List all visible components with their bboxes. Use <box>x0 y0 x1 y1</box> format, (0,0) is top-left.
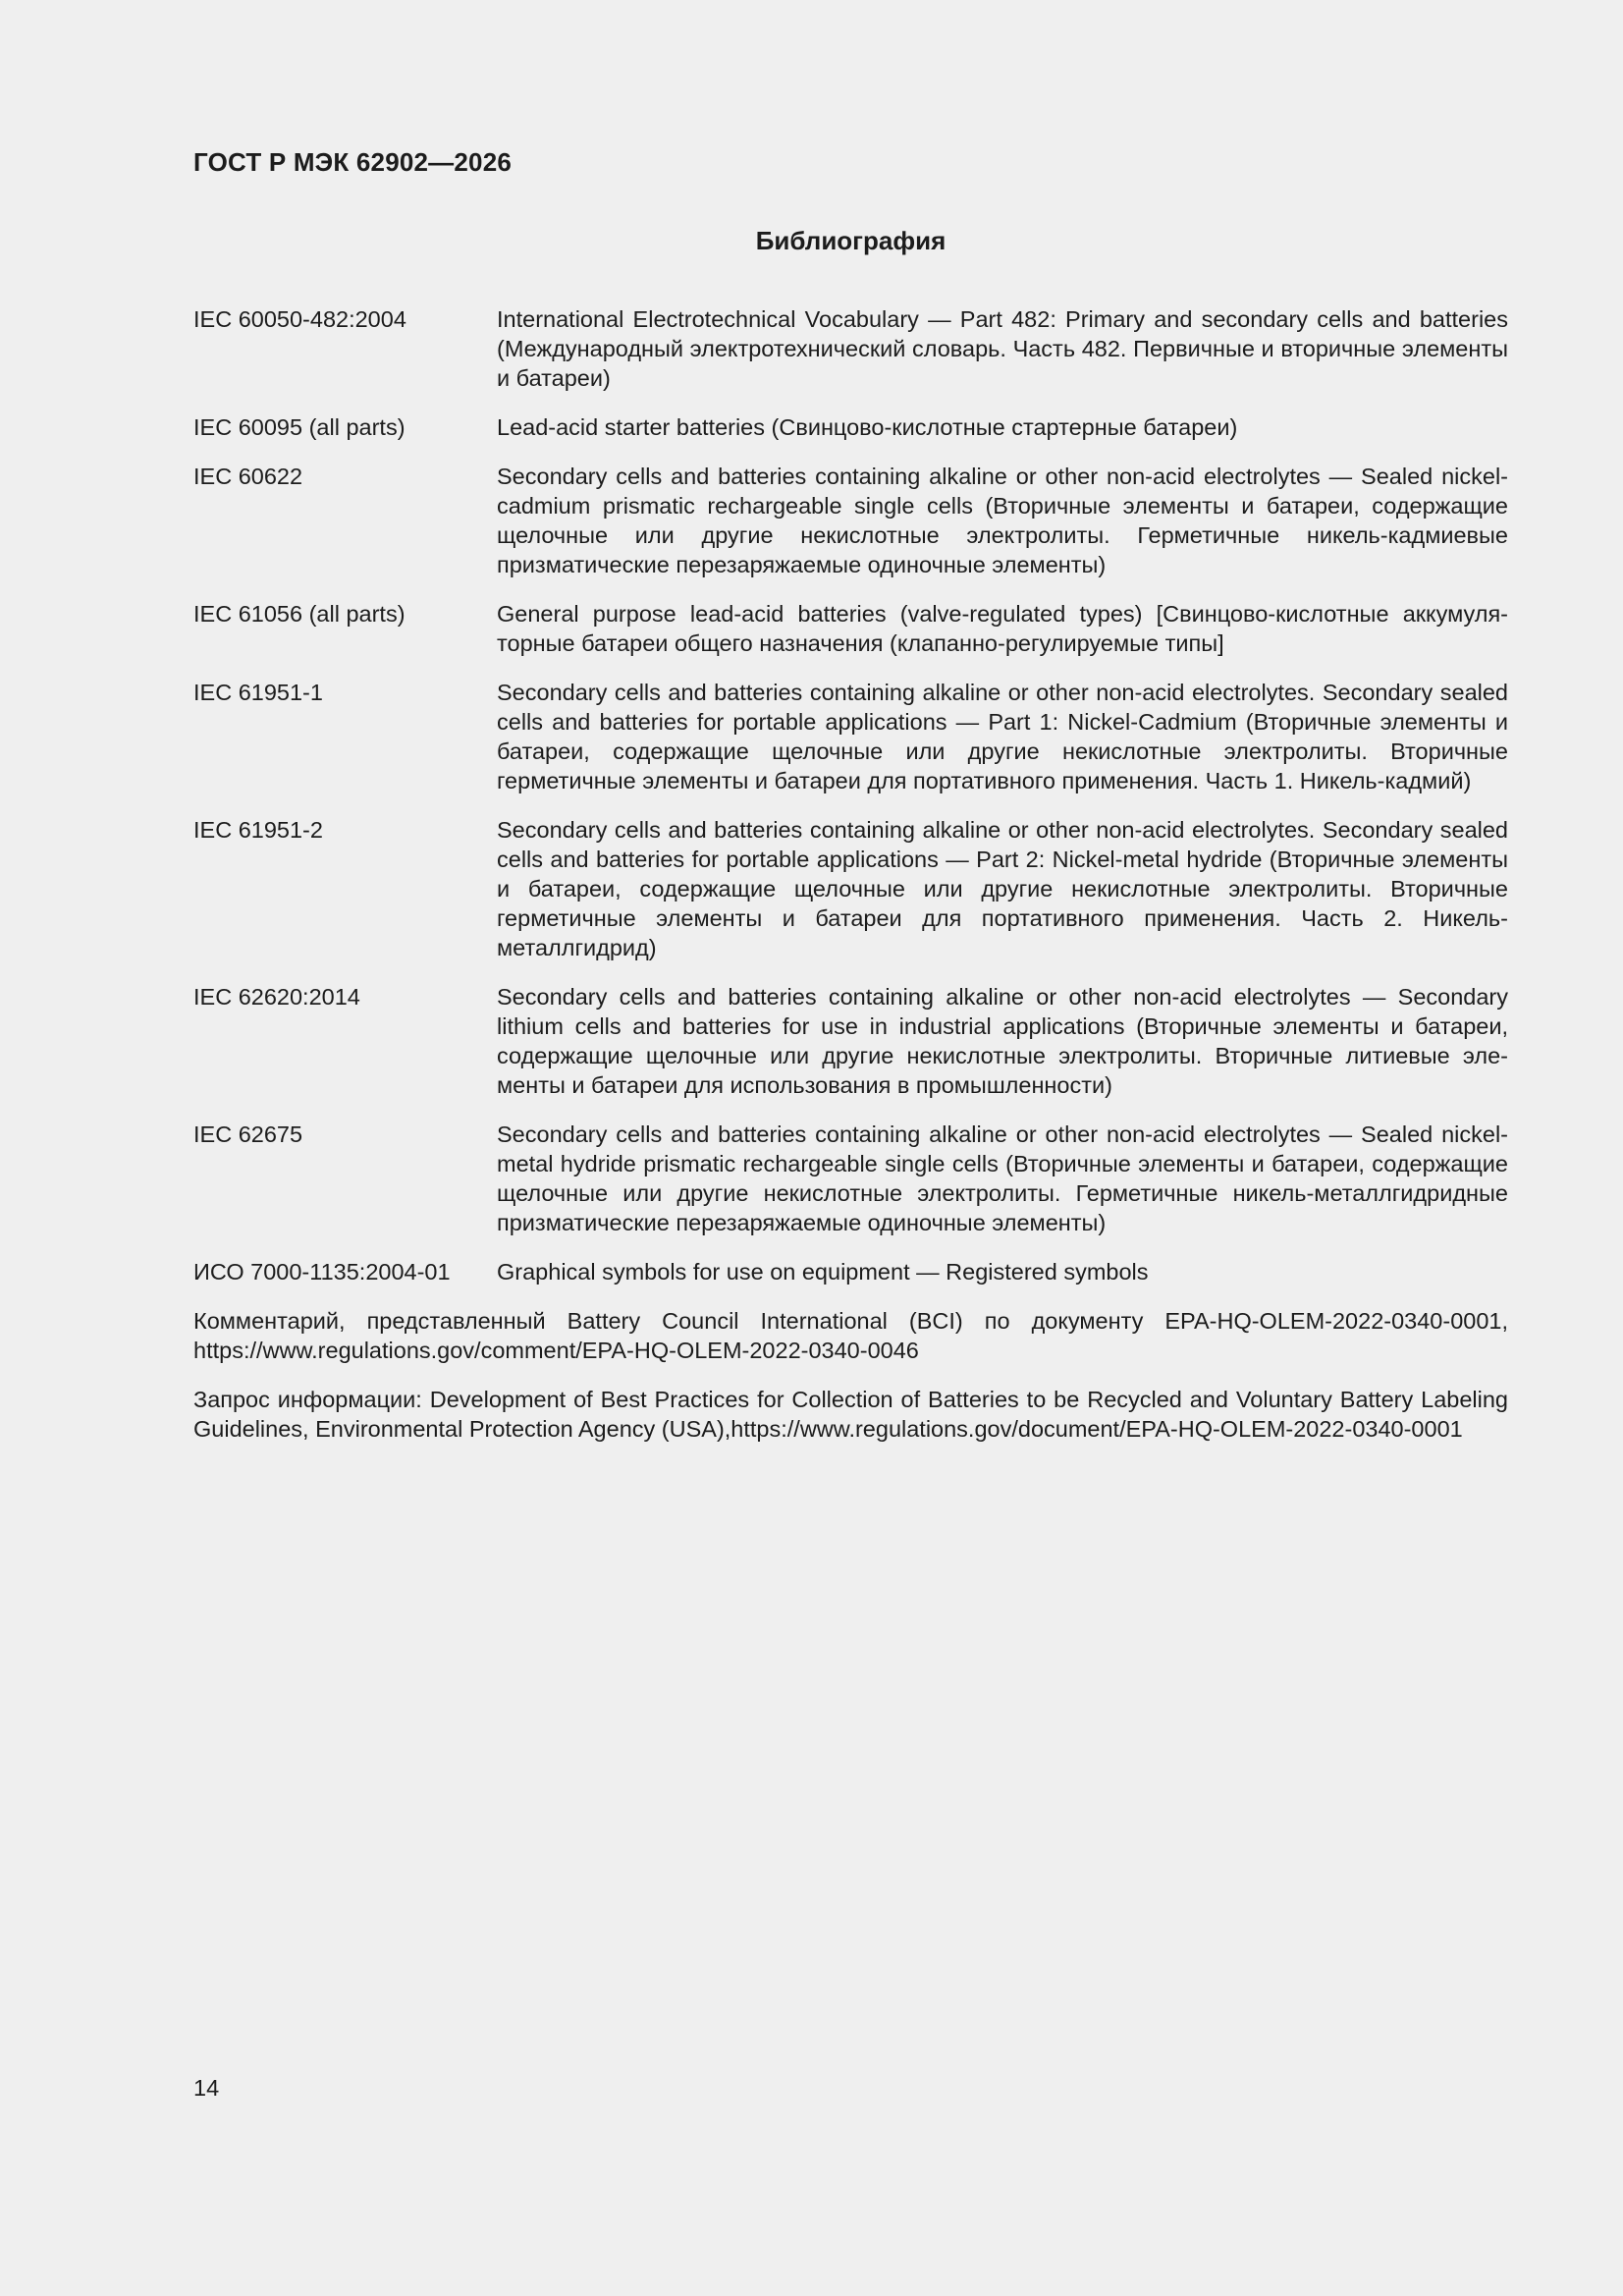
reference-id: IEC 60095 (all parts) <box>193 414 406 440</box>
reference-id: IEC 61951-1 <box>193 680 323 705</box>
bibliography-entry <box>193 1120 1508 1237</box>
bibliography-list <box>193 304 1508 1463</box>
section-title: Библиография <box>755 226 947 255</box>
reference-id: IEC 60050-482:2004 <box>193 306 406 332</box>
bibliography-entry <box>193 304 1508 393</box>
reference-title: Secondary cells and batteries containing alkaline or other non-acid electrolytes — Sealed nickel-metal hydride prismatic rechargeable single cells (Вторичные элементы и батареи, содержащие щелочные или другие некислотные электролиты. Герметичные никель-металлгидридные призматические перезаряжаемые одиночные элементы) <box>497 1121 1508 1235</box>
bibliography-entry <box>193 815 1508 962</box>
bibliography-entry <box>193 678 1508 795</box>
reference-title: Secondary cells and batteries containing alkaline or other non-acid electrolytes — Secondary lithium cells and batteries for use in industrial applications (Вторичные элементы и батареи, содержащие щелочные или другие некислотные электролиты. Вторичные литиевые элементы и батареи для использования в промышленности) <box>497 984 1508 1098</box>
reference-id: IEC 62675 <box>193 1121 303 1147</box>
reference-id: IEC 62620:2014 <box>193 984 360 1010</box>
reference-title: International Electrotechnical Vocabulary — Part 482: Primary and secondary cells and batteries (Международный электротехнический словарь. Часть 482. Первичные и вторичные элементы и батареи) <box>497 306 1508 391</box>
bibliography-entry <box>193 599 1508 658</box>
reference-title: Secondary cells and batteries containing alkaline or other non-acid electrolytes. Secondary sealed cells and batteries for portable applications — Part 2: Nickel-metal hydride (Вторичные элементы и батареи, содержащие щелочные или другие некислотные электролиты. Вторичные герметичные элементы и батареи для портативного применения. Часть 2. Никель-металлгидрид) <box>497 817 1508 960</box>
standard-header: ГОСТ Р МЭК 62902—2026 <box>193 147 513 177</box>
bibliography-entry <box>193 412 1508 442</box>
reference-title: General purpose lead-acid batteries (valve-regulated types) [Свинцово-кислотные аккумуляторные батареи общего назначения (клапанно-регулируемые типы] <box>497 601 1508 656</box>
bibliography-note: Запрос информации: Development of Best Practices for Collection of Batteries to be Recycled and Voluntary Battery Labeling Guidelines, Environmental Protection Agency (USA),https://www.regulations.gov/document/​EPA-HQ-OLEM-2022-0340-0001 <box>193 1387 1508 1442</box>
bibliography-entry <box>193 982 1508 1100</box>
reference-id: IEC 61951-2 <box>193 817 323 843</box>
reference-id: IEC 60622 <box>193 464 303 489</box>
reference-id: ИСО 7000-1135:2004-01 <box>193 1259 451 1285</box>
reference-title: Lead-acid starter batteries (Свинцово-кислотные стартерные батареи) <box>497 414 1238 440</box>
bibliography-entry <box>193 1257 1508 1286</box>
reference-title: Secondary cells and batteries containing alkaline or other non-acid electrolytes — Sealed nickel-cadmium prismatic rechargeable single cells (Вторичные элементы и батареи, содержащие щелочные или другие некислотные электролиты. Герметичные никель-кадмиевые призматические перезаряжаемые одиночные элементы) <box>497 464 1508 577</box>
page-number: 14 <box>193 2075 220 2101</box>
bibliography-note: Комментарий, представленный Battery Council International (BCI) по документу EPA-HQ-OLEM-2022-0340-0001, https://www.regulations.gov/comment/EPA-HQ-OLEM-2022-0340-0046 <box>193 1308 1508 1363</box>
reference-title: Graphical symbols for use on equipment — Registered symbols <box>497 1259 1149 1285</box>
reference-title: Secondary cells and batteries containing alkaline or other non-acid electrolytes. Secondary sealed cells and batteries for portable applications — Part 1: Nickel-Cadmium (Вторичные элементы и батареи, содержащие щелочные или другие некислотные электролиты. Вторичные герметичные элементы и батареи для портативного применения. Часть 1. Никель-кадмий) <box>497 680 1508 793</box>
reference-id: IEC 61056 (all parts) <box>193 601 406 627</box>
bibliography-entry <box>193 462 1508 579</box>
